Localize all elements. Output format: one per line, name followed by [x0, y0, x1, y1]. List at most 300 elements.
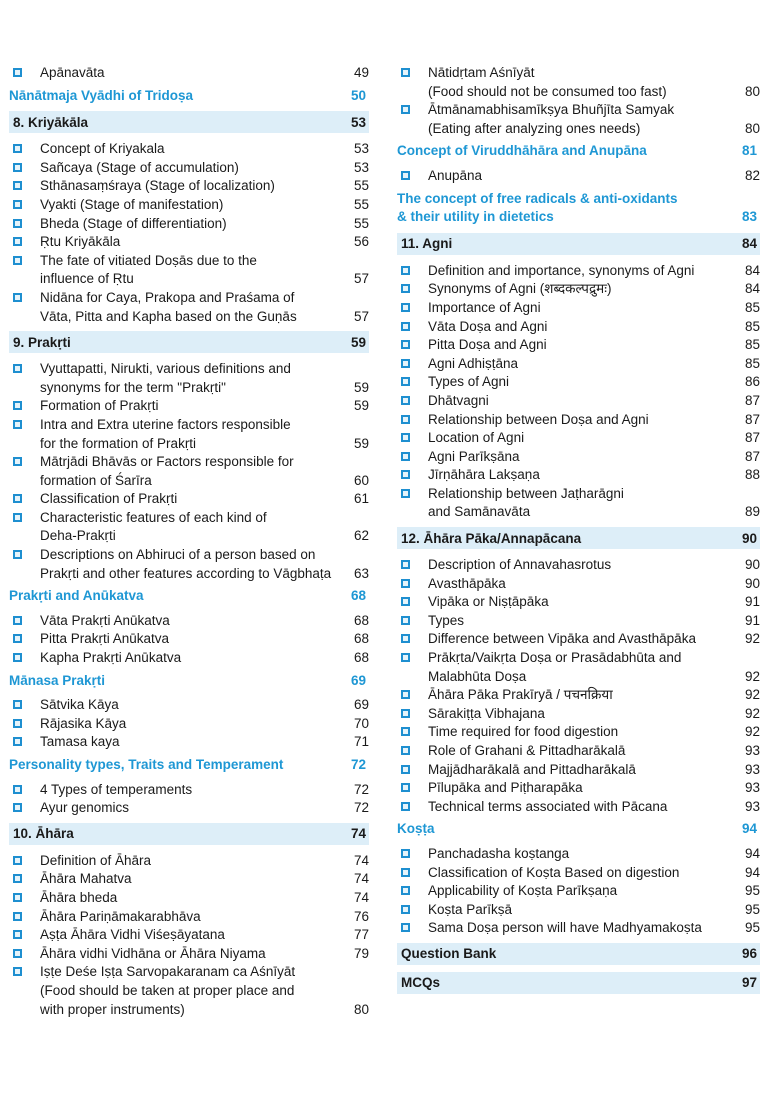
page-number: 93: [744, 780, 760, 796]
page-number: 84: [741, 236, 757, 252]
page-number: 90: [744, 575, 760, 591]
toc-entry: [397, 466, 760, 485]
entry-title: Nānātmaja Vyādhi of Tridoṣa: [9, 87, 194, 103]
section-heading: [9, 756, 369, 775]
entry-title: Āhāra vidhi Vidhāna or Āhāra Niyama: [40, 945, 266, 961]
checkbox-bullet-icon: [401, 802, 410, 811]
toc-entry: [397, 845, 760, 864]
page-number: 74: [353, 852, 369, 868]
toc-entry: [9, 140, 369, 159]
entry-title: Āhāra Pariṇāmakarabhāva: [40, 908, 201, 924]
toc-entry-continuation: [9, 565, 369, 584]
page-number: 93: [744, 761, 760, 777]
entry-title: Avasthāpāka: [428, 575, 506, 591]
entry-title: Tamasa kaya: [40, 734, 120, 750]
entry-title: Koṣta Parīkṣā: [428, 901, 513, 917]
checkbox-bullet-icon: [13, 219, 22, 228]
entry-title: 12. Āhāra Pāka/Annapācana: [401, 530, 582, 546]
checkbox-bullet-icon: [13, 653, 22, 662]
checkbox-bullet-icon: [401, 868, 410, 877]
entry-title: Āhāra bheda: [40, 889, 118, 905]
section-heading: [397, 142, 760, 161]
checkbox-bullet-icon: [401, 340, 410, 349]
checkbox-bullet-icon: [401, 452, 410, 461]
page-number: 74: [353, 871, 369, 887]
checkbox-bullet-icon: [401, 266, 410, 275]
page-number: 93: [744, 798, 760, 814]
page-number: 71: [353, 734, 369, 750]
checkbox-bullet-icon: [401, 690, 410, 699]
toc-entry: [9, 159, 369, 178]
toc-entry: [9, 870, 369, 889]
page-number: 91: [744, 612, 760, 628]
entry-title: Definition of Āhāra: [40, 852, 152, 868]
checkbox-bullet-icon: [401, 597, 410, 606]
page-number: 93: [744, 743, 760, 758]
page-number: 59: [353, 379, 369, 395]
checkbox-bullet-icon: [13, 700, 22, 709]
toc-entry: [397, 101, 760, 120]
entry-title: Question Bank: [401, 946, 497, 962]
page-number: 59: [353, 435, 369, 451]
page-number: 60: [353, 472, 369, 488]
entry-title: Prākṛta/Vaikṛta Doṣa or Prasādabhūta and: [428, 650, 682, 666]
entry-title: Vāta Prakṛti Anūkatva: [40, 612, 170, 628]
entry-title: Sātvika Kāya: [40, 697, 119, 713]
entry-title: Vyakti (Stage of manifestation): [40, 196, 224, 212]
top-margin: [0, 0, 780, 62]
entry-title: Kapha Prakṛti Anūkatva: [40, 650, 182, 666]
toc-entry: [397, 901, 760, 920]
toc-entry-continuation: [9, 982, 369, 1001]
entry-title: Location of Agni: [428, 430, 525, 446]
entry-title: Pīlupāka and Piṭharapāka: [428, 780, 583, 796]
chapter-heading: [397, 943, 760, 965]
entry-title: Koṣṭa: [397, 821, 435, 837]
toc-entry: [397, 742, 760, 761]
entry-title: Apānavāta: [40, 65, 105, 80]
checkbox-bullet-icon: [13, 634, 22, 643]
entry-title: The fate of vitiated Doṣās due to the: [40, 252, 257, 268]
checkbox-bullet-icon: [13, 893, 22, 902]
page-number: 96: [741, 946, 757, 962]
page-number: 68: [353, 650, 369, 666]
page-number: 59: [353, 398, 369, 414]
entry-title: synonyms for the term "Prakṛti": [40, 379, 226, 395]
entry-title: 11. Agni: [401, 236, 453, 252]
checkbox-bullet-icon: [13, 163, 22, 172]
checkbox-bullet-icon: [13, 785, 22, 794]
page-number: 72: [353, 781, 369, 797]
page-number: 55: [353, 215, 369, 231]
page-number: 92: [744, 668, 760, 684]
checkbox-bullet-icon: [401, 433, 410, 442]
toc-entry: [397, 919, 760, 938]
page-number: 94: [741, 821, 757, 837]
toc-entry: [397, 630, 760, 649]
checkbox-bullet-icon: [401, 284, 410, 293]
checkbox-bullet-icon: [13, 513, 22, 522]
entry-title: Agni Adhiṣṭāna: [428, 355, 519, 371]
entry-title: Bheda (Stage of differentiation): [40, 215, 227, 231]
toc-entry: [397, 882, 760, 901]
entry-title: Characteristic features of each kind of: [40, 509, 267, 525]
toc-entry: [9, 926, 369, 945]
toc-entry: [397, 723, 760, 742]
toc-entry: [397, 686, 760, 705]
checkbox-bullet-icon: [401, 322, 410, 331]
checkbox-bullet-icon: [13, 616, 22, 625]
entry-title: Classification of Prakṛti: [40, 491, 178, 507]
entry-title: Sama Doṣa person will have Madhyamakoṣta: [428, 920, 702, 936]
chapter-heading: [397, 233, 760, 255]
toc-entry: [9, 177, 369, 196]
entry-title: Description of Annavahasrotus: [428, 557, 612, 573]
entry-title: Agni Parīkṣāna: [428, 448, 520, 464]
checkbox-bullet-icon: [13, 967, 22, 976]
page-number: 94: [744, 864, 760, 880]
toc-entry: [9, 490, 369, 509]
toc-entry: [397, 779, 760, 798]
checkbox-bullet-icon: [401, 105, 410, 114]
entry-title: Aṣṭa Āhāra Vidhi Viśeṣāyatana: [40, 927, 225, 943]
page-number: 80: [744, 83, 760, 99]
toc-entry: [9, 215, 369, 234]
chapter-heading: [397, 527, 760, 549]
toc-entry: [9, 546, 369, 565]
page-number: 97: [741, 975, 757, 991]
entry-title: Nātidṛtam Aśnīyāt: [428, 65, 535, 80]
checkbox-bullet-icon: [13, 494, 22, 503]
entry-title: Prakṛti and other features according to Vāgbhaṭa: [40, 565, 332, 581]
entry-title: Āhāra Mahatva: [40, 871, 132, 887]
entry-title: and Samānavāta: [428, 504, 531, 520]
entry-title: The concept of free radicals & anti-oxidants: [397, 190, 678, 206]
entry-title: Iṣṭe Deśe Iṣṭa Sarvopakaranam ca Aśnīyāt: [40, 964, 296, 980]
page-number: 74: [350, 826, 366, 842]
checkbox-bullet-icon: [401, 746, 410, 755]
entry-title: Ayur genomics: [40, 800, 130, 816]
page-number: 92: [744, 687, 760, 703]
checkbox-bullet-icon: [401, 303, 410, 312]
checkbox-bullet-icon: [401, 396, 410, 405]
toc-entry: [9, 908, 369, 927]
page-number: 55: [353, 178, 369, 194]
entry-title: Applicability of Koṣta Parīkṣaṇa: [428, 883, 618, 899]
checkbox-bullet-icon: [401, 359, 410, 368]
toc-entry: [397, 705, 760, 724]
toc-entry-continuation: [9, 527, 369, 546]
page-number: 53: [353, 159, 369, 175]
page-number: 68: [353, 612, 369, 628]
checkbox-bullet-icon: [401, 709, 410, 718]
toc-entry: [9, 612, 369, 631]
checkbox-bullet-icon: [401, 923, 410, 932]
page-number: 49: [353, 65, 369, 80]
checkbox-bullet-icon: [401, 653, 410, 662]
toc-entry-continuation: [397, 83, 760, 102]
section-heading: [9, 87, 369, 106]
toc-entry: [397, 373, 760, 392]
toc-entry: [9, 852, 369, 871]
page-number: 90: [744, 557, 760, 573]
page-number: 84: [744, 281, 760, 297]
checkbox-bullet-icon: [13, 737, 22, 746]
toc-entry-continuation: [9, 270, 369, 289]
toc-entry: [397, 612, 760, 631]
page-number: 94: [744, 845, 760, 861]
toc-entry: [9, 945, 369, 964]
page-number: 72: [353, 800, 369, 816]
toc-entry: [397, 448, 760, 467]
entry-title: Concept of Kriyakala: [40, 141, 165, 157]
toc-entry-continuation: [9, 1001, 369, 1020]
section-heading: [397, 820, 760, 839]
toc-entry: [397, 262, 760, 281]
entry-title: Pitta Prakṛti Anūkatva: [40, 631, 170, 647]
entry-title: Relationship between Doṣa and Agni: [428, 411, 649, 427]
checkbox-bullet-icon: [13, 912, 22, 921]
toc-entry-continuation: [397, 503, 760, 522]
page-number: 83: [741, 209, 757, 225]
page-number: 85: [744, 355, 760, 371]
toc-entry: [9, 64, 369, 83]
toc-entry-continuation: [9, 308, 369, 327]
checkbox-bullet-icon: [13, 401, 22, 410]
checkbox-bullet-icon: [13, 457, 22, 466]
section-heading: [9, 672, 369, 691]
toc-entry: [9, 397, 369, 416]
toc-entry: [9, 715, 369, 734]
page-number: 59: [350, 334, 366, 350]
toc-entry: [9, 289, 369, 308]
page-number: 85: [744, 337, 760, 353]
toc-entry-continuation: [9, 379, 369, 398]
page-number: 62: [353, 528, 369, 544]
checkbox-bullet-icon: [401, 415, 410, 424]
page-number: 68: [350, 588, 366, 604]
entry-title: Vāta, Pitta and Kapha based on the Guṇās: [40, 308, 297, 324]
toc-entry: [9, 696, 369, 715]
checkbox-bullet-icon: [13, 856, 22, 865]
entry-title: Mānasa Prakṛti: [9, 672, 106, 688]
checkbox-bullet-icon: [13, 420, 22, 429]
page-number: 74: [353, 889, 369, 905]
entry-title: Pitta Doṣa and Agni: [428, 337, 547, 353]
toc-entry: [397, 556, 760, 575]
toc-entry: [397, 64, 760, 83]
entry-title: Panchadasha koṣtanga: [428, 845, 570, 861]
entry-title: Āhāra Pāka Prakīryā / पचनक्रिया: [428, 687, 613, 703]
entry-title: Definition and importance, synonyms of Agni: [428, 262, 695, 278]
page-number: 81: [741, 143, 757, 159]
entry-title: Deha-Prakṛti: [40, 528, 116, 544]
page-number: 50: [350, 87, 366, 103]
entry-title: Intra and Extra uterine factors responsible: [40, 416, 291, 432]
checkbox-bullet-icon: [13, 930, 22, 939]
toc-entry: [9, 781, 369, 800]
page-number: 92: [744, 631, 760, 647]
toc-entry: [397, 167, 760, 186]
toc-entry: [397, 485, 760, 504]
entry-title: Types: [428, 612, 465, 628]
page-number: 87: [744, 448, 760, 464]
page-number: 79: [353, 945, 369, 961]
entry-title: MCQs: [401, 975, 441, 991]
entry-title: Importance of Agni: [428, 299, 541, 315]
entry-title: influence of Ṛtu: [40, 271, 134, 287]
page-number: 92: [744, 705, 760, 721]
section-heading: [9, 587, 369, 606]
chapter-heading: [397, 972, 760, 994]
toc-entry: [397, 575, 760, 594]
checkbox-bullet-icon: [13, 550, 22, 559]
entry-title: Vipāka or Niṣṭāpāka: [428, 594, 549, 610]
page-number: 86: [744, 374, 760, 390]
checkbox-bullet-icon: [13, 293, 22, 302]
checkbox-bullet-icon: [401, 727, 410, 736]
entry-title: Time required for food digestion: [428, 724, 619, 740]
toc-entry-continuation: [9, 435, 369, 454]
page-number: 84: [744, 262, 760, 278]
page-number: 63: [353, 565, 369, 581]
page-number: 55: [353, 196, 369, 212]
page-number: 95: [744, 901, 760, 917]
page-number: 90: [741, 530, 757, 546]
checkbox-bullet-icon: [13, 181, 22, 190]
page-number: 80: [744, 120, 760, 136]
entry-title: & their utility in dietetics: [397, 209, 554, 225]
page-number: 72: [350, 757, 366, 772]
page-number: 57: [353, 308, 369, 324]
checkbox-bullet-icon: [13, 144, 22, 153]
entry-title: for the formation of Prakṛti: [40, 435, 197, 451]
entry-title: Mātrjādi Bhāvās or Factors responsible for: [40, 454, 294, 470]
entry-title: Relationship between Jaṭharāgni: [428, 485, 624, 501]
page-number: 61: [353, 491, 369, 507]
entry-title: Sthānasaṃśraya (Stage of localization): [40, 178, 275, 194]
entry-title: Sañcaya (Stage of accumulation): [40, 159, 239, 175]
checkbox-bullet-icon: [401, 470, 410, 479]
page-number: 57: [353, 271, 369, 287]
toc-entry: [397, 280, 760, 299]
checkbox-bullet-icon: [401, 560, 410, 569]
entry-title: Technical terms associated with Pācana: [428, 798, 668, 814]
checkbox-bullet-icon: [401, 489, 410, 498]
chapter-heading: [9, 331, 369, 353]
checkbox-bullet-icon: [401, 783, 410, 792]
checkbox-bullet-icon: [13, 719, 22, 728]
entry-title: with proper instruments): [40, 1001, 185, 1017]
entry-title: Dhātvagni: [428, 392, 489, 408]
page-number: 80: [353, 1001, 369, 1017]
entry-title: Role of Grahani & Pittadharākalā: [428, 743, 626, 758]
toc-entry-continuation: [397, 120, 760, 139]
toc-entry: [397, 411, 760, 430]
toc-entry: [9, 360, 369, 379]
toc-entry-continuation: [9, 472, 369, 491]
page-number: 69: [353, 697, 369, 713]
entry-title: 8. Kriyākāla: [13, 114, 89, 130]
toc-left-column: [9, 64, 369, 1019]
entry-title: Anupāna: [428, 167, 483, 183]
entry-title: (Eating after analyzing ones needs): [428, 120, 641, 136]
toc-entry: [397, 864, 760, 883]
toc-entry: [397, 299, 760, 318]
checkbox-bullet-icon: [13, 874, 22, 883]
page-number: 68: [353, 631, 369, 647]
checkbox-bullet-icon: [401, 765, 410, 774]
toc-entry: [9, 416, 369, 435]
page-number: 53: [350, 114, 366, 130]
page-number: 70: [353, 715, 369, 731]
page-number: 85: [744, 299, 760, 315]
entry-title: 9. Prakṛti: [13, 334, 71, 350]
toc-entry: [9, 649, 369, 668]
checkbox-bullet-icon: [401, 634, 410, 643]
entry-title: (Food should be taken at proper place and: [40, 982, 295, 998]
checkbox-bullet-icon: [401, 849, 410, 858]
toc-entry: [9, 196, 369, 215]
entry-title: Majjādharākalā and Pittadharākalā: [428, 761, 636, 777]
entry-title: Classification of Koṣta Based on digestion: [428, 864, 680, 880]
checkbox-bullet-icon: [13, 200, 22, 209]
page-number: 91: [744, 594, 760, 610]
checkbox-bullet-icon: [13, 237, 22, 246]
checkbox-bullet-icon: [13, 803, 22, 812]
toc-entry: [9, 889, 369, 908]
toc-entry: [9, 509, 369, 528]
entry-title: Ṛtu Kriyākāla: [40, 234, 121, 250]
page-number: 87: [744, 392, 760, 408]
page-number: 95: [744, 920, 760, 936]
toc-entry: [397, 392, 760, 411]
toc-entry: [397, 593, 760, 612]
toc-entry: [9, 630, 369, 649]
entry-title: Ātmānamabhisamīkṣya Bhuñjīta Samyak: [428, 102, 675, 118]
page-number: 53: [353, 141, 369, 157]
checkbox-bullet-icon: [401, 377, 410, 386]
toc-entry: [397, 649, 760, 668]
entry-title: Sārakiṭṭa Vibhajana: [428, 705, 545, 721]
checkbox-bullet-icon: [401, 171, 410, 180]
entry-title: Vyuttapatti, Nirukti, various definitions and: [40, 361, 291, 377]
page-number: 56: [353, 234, 369, 250]
toc-entry: [397, 336, 760, 355]
entry-title: Personality types, Traits and Temperament: [9, 757, 284, 772]
page-number: 82: [744, 167, 760, 183]
entry-title: Concept of Viruddhāhāra and Anupāna: [397, 143, 647, 159]
entry-title: Difference between Vipāka and Avasthāpāka: [428, 631, 696, 647]
page-number: 92: [744, 724, 760, 740]
page-number: 87: [744, 411, 760, 427]
entry-title: 10. Āhāra: [13, 826, 74, 842]
toc-entry: [397, 429, 760, 448]
section-heading: [397, 190, 760, 209]
toc-entry: [9, 233, 369, 252]
entry-title: Synonyms of Agni (शब्दकल्पद्रुमः): [428, 281, 612, 297]
toc-entry: [9, 733, 369, 752]
page-number: 89: [744, 504, 760, 520]
entry-title: Types of Agni: [428, 374, 510, 390]
page-number: 85: [744, 318, 760, 334]
entry-title: Prakṛti and Anūkatva: [9, 588, 144, 604]
toc-entry: [9, 453, 369, 472]
toc-entry: [397, 318, 760, 337]
entry-title: formation of Śarīra: [40, 472, 152, 488]
toc-entry-continuation: [397, 668, 760, 687]
toc-entry: [9, 799, 369, 818]
